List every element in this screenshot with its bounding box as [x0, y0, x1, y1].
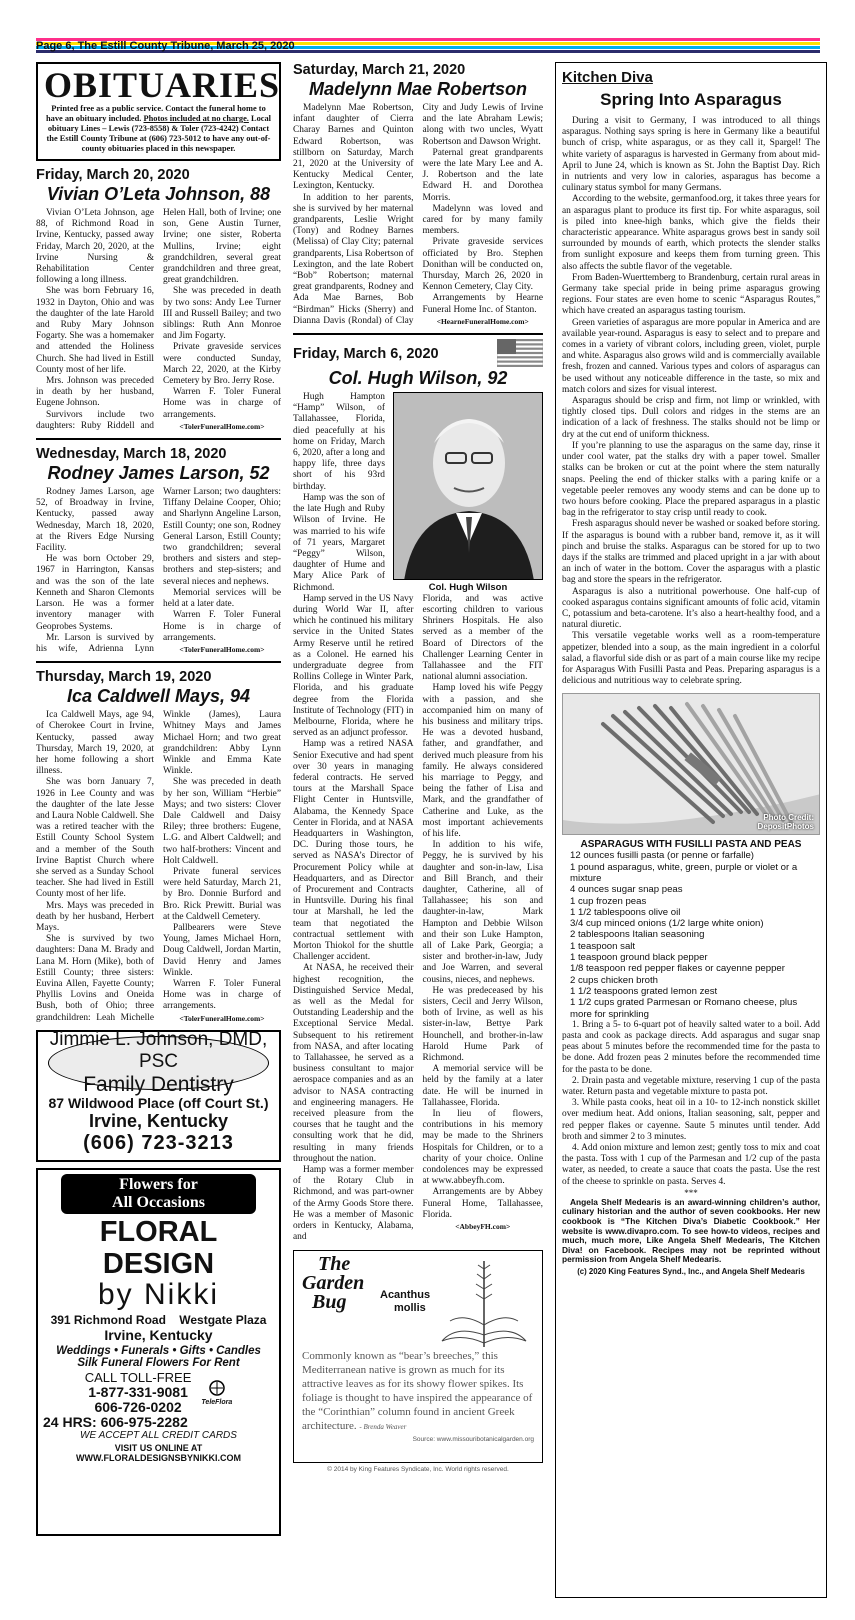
- floral-visit: VISIT US ONLINE AT: [114, 1442, 203, 1453]
- obit-paragraph: Private graveside services officiated by Bro. Stephen Donithan will be conducted on, Thursday, March 26, 2020 in Kennon Cemetery, Clay City.: [422, 237, 543, 293]
- american-flag-icon: [497, 339, 543, 367]
- divider: [36, 661, 281, 663]
- ingredient: 1 1/2 tablespoons olive oil: [570, 906, 681, 918]
- logo-line2: Garden: [302, 1271, 365, 1294]
- plant-species: mollis: [394, 1301, 426, 1314]
- obit-paragraph: Private graveside services were conducted Sunday, March 22, 2020, at the Kirby Cemetery by Bro. Jerry Rose.: [163, 342, 281, 387]
- funeral-home-site: <TolerFuneralHome.com>: [179, 644, 265, 654]
- photo-credit-source: DepositPhotos: [757, 822, 814, 832]
- kitchen-diva-body: [562, 116, 820, 687]
- obit-paragraph: Warren F. Toler Funeral Home is in charge of arrangements.: [163, 610, 281, 643]
- obit-paragraph: Mr. Larson is survived by his wife, Adrienna Lynn Warner Larson; two daughters: Tiffany Delaine Cooper, Ohio; and Sharlynn Angeline Larson, Estill County; one son, Rodney General Larson, Estill County; two grandchildren; several brothers and sisters and step-brothers and step-sisters; and several nieces and nephews.: [36, 487, 281, 654]
- photo-credit: [758, 813, 814, 831]
- obit-name: Madelynn Mae Robertson: [308, 79, 528, 99]
- dentist-phone: (606) 723-3213: [83, 1131, 234, 1154]
- plant-genus: Acanthus: [380, 1288, 431, 1301]
- obit-body: [36, 710, 281, 1024]
- ingredient: 1 1/2 teaspoons grated lemon zest: [570, 985, 718, 997]
- obit-body: [293, 594, 543, 1244]
- obit-johnson: [36, 167, 281, 432]
- obit-body: [36, 487, 281, 655]
- wilson-photo-caption: Col. Hugh Wilson: [428, 582, 508, 594]
- obit-date: Thursday, March 19, 2020: [36, 669, 212, 686]
- funeral-home-site: <TolerFuneralHome.com>: [179, 1013, 265, 1023]
- obit-paragraph: She was born February 16, 1932 in Dayton, Ohio and was the daughter of the late Harold and Ruby Mary Johnson Fogarty. She was a homemaker and attended the Holiness Church. She had lived in Estill County most of her life.: [36, 286, 154, 375]
- page-header: Page 6, The Estill County Tribune, March 25, 2020: [36, 40, 295, 52]
- obit-paragraph: Hamp loved his wife Peggy with a passion, and she accompanied him on many of his business and military trips. He was a devoted husband, father, and grandfather, and derived much pleasure from his family. He always considered his marriage to Peggy, and being the father of Lisa and Mark, and the grandfather of Catherine and Luke, as the most important achievements of his life.: [422, 683, 543, 839]
- obit-paragraph: Warren F. Toler Funeral Home was in charge of arrangements.: [163, 387, 281, 420]
- obit-paragraph: In lieu of flowers, contributions in his memory may be made to the Shriners Hospitals for Children, or to a charity of your choice. Online condolences may be expressed at www.abbeyfh.com.: [422, 1109, 543, 1187]
- ingredient: 1/8 teaspoon red pepper flakes or cayenne pepper: [570, 963, 785, 975]
- obit-paragraph: Madelynn was loved and cared for by many family members.: [422, 203, 543, 237]
- obit-paragraph: Rodney James Larson, age 52, of Broadway in Irvine, Kentucky, passed away Wednesday, March 18, 2020, at the Rivers Edge Nursing Facility.: [36, 487, 154, 554]
- logo-line1: The: [318, 1252, 351, 1275]
- obit-paragraph: Vivian O’Leta Johnson, age 88, of Richmond Road in Irvine, Kentucky, passed away Friday, March 20, 2020, at the Irvine Nursing & Rehabilitation Center following a long illness.: [36, 208, 154, 286]
- floral-phones: [85, 1371, 192, 1415]
- funeral-home-site: <HearneFuneralHome.com>: [436, 316, 529, 326]
- funeral-home-site: <TolerFuneralHome.com>: [179, 421, 265, 431]
- obit-paragraph: In addition to his wife, Peggy, he is survived by his daughter and son-in-law, Lisa and Bill Branch, and their daughter, Catherine, all of Tallahassee; his son and daughter-in-law, Mark Hampton and Debbie Wilson and their son Luke Hampton, all of Lake Park, Georgia; a sister and brother-in-law, Judy and Joe Warren, and several cousins, nieces, and nephews.: [422, 840, 543, 985]
- floral-banner: [61, 1174, 256, 1214]
- garden-bug-text: [302, 1349, 534, 1434]
- dentist-city: Irvine, Kentucky: [88, 1110, 229, 1131]
- floral-silk: Silk Funeral Flowers For Rent: [77, 1356, 240, 1369]
- obit-name: Ica Caldwell Mays, 94: [66, 686, 251, 707]
- article-paragraph: Asparagus is also a nutritional powerhouse. One half-cup of cooked asparagus contains significant amounts of folic acid, vitamin C, potassium and beta-carotene. It’s also a heart-healthy food, and a natural diuretic.: [562, 586, 820, 631]
- garden-bug-feature: [293, 1250, 543, 1463]
- obit-paragraph: Florida, and was active escorting children to various Shriners Hospitals. He also served as a member of the Board of Directors of the Challenger Learning Center in Tallahassee and the FIT national alumni association.: [422, 593, 543, 683]
- wilson-photo-block: [393, 392, 543, 594]
- article-paragraph: Fresh asparagus should never be washed or soaked before storing. If the asparagus is bound with a rubber band, remove it, as it will pinch and bruise the stalks. Asparagus can be stored for up to two days if the stalks are trimmed and placed upright in a jar with about an inch of water in the bottom. Cover the asparagus with a plastic bag and store the spears in the refrigerator.: [562, 519, 820, 586]
- funeral-home-site: <AbbeyFH.com>: [455, 1222, 511, 1232]
- obit-date: Friday, March 20, 2020: [36, 167, 190, 183]
- obit-date: Wednesday, March 18, 2020: [36, 446, 227, 463]
- obit-paragraph: A memorial service will be held by the family at a later date. He will be inurned in Tallahassee, Florida.: [422, 1064, 543, 1108]
- wilson-lead-column: [293, 392, 385, 594]
- tollfree-number: 1-877-331-9081: [88, 1383, 188, 1400]
- ingredient: 2 tablespoons Italian seasoning: [570, 929, 705, 941]
- portrait-image: [394, 393, 543, 580]
- photo-credit-label: Photo Credit:: [763, 813, 814, 823]
- obit-paragraph: She was preceded in death by her son, William “Herbie” Mays; and two sisters: Clover Dale Caldwell and Daisy Riley; three brothers: Eugene, L.G. and Albert Caldwell; and two half-brothers: Vincent and Holt Caldwell.: [163, 777, 281, 866]
- garden-bug-source: Source: www.missouribotanicalgarden.org: [412, 1435, 534, 1443]
- dentist-ad: [36, 1030, 281, 1162]
- article-paragraph: If you’re planning to use the asparagus on the same day, rinse it under cool water, pat the stalks dry with a paper towel. Smaller stalks can be broken or cut at the point where the stem naturally snaps. Peeling the end of thicker stalks with a paring knife or a vegetable peeler removes any woody stems and can be done up to two hours before cooking. Place the prepared asparagus in a plastic bag in the refrigerator to stay crisp until ready to cook.: [562, 440, 820, 519]
- obit-paragraph: Hamp was a former member of the Rotary Club in Richmond, and was part-owner of the Army Goods Store there. He was a member of Masonic orders in Kentucky, Alabama, and: [293, 1165, 414, 1243]
- obit-date: Friday, March 6, 2020: [293, 346, 439, 363]
- dentist-practice: Family Dentistry: [83, 1072, 234, 1096]
- obit-paragraph: Mrs. Johnson was preceded in death by her husband, Eugene Johnson.: [36, 376, 154, 409]
- obit-wilson: [293, 335, 543, 1243]
- garden-bug-credit: - Brenda Weaver: [359, 1422, 407, 1431]
- recipe-steps: [562, 1020, 820, 1188]
- ingredient-list: [562, 850, 820, 1019]
- recipe-title: ASPARAGUS WITH FUSILLI PASTA AND PEAS: [580, 839, 802, 851]
- garden-bug-description: Commonly known as “bear’s breeches,” this Mediterranean native is grown as much for its attractive leaves as for its showy flower spikes. Its foliage is thought to have inspired the appearance of the “Corinthian” column found in ancient Greek architecture.: [302, 1349, 533, 1432]
- floral-contact-row: [43, 1371, 274, 1415]
- recipe-step: 3. While pasta cooks, heat oil in a 10- to 12-inch nonstick skillet over medium heat. Add onions, Italian seasoning, salt, pepper and red pepper flakes or cayenne. Saute 5 minutes until tender. Add broth and simmer 2 to 3 minutes.: [562, 1098, 820, 1142]
- ingredient: 1 teaspoon ground black pepper: [570, 952, 708, 964]
- obit-larson: [36, 446, 281, 655]
- column-obituaries-left: [36, 62, 281, 1620]
- obit-paragraph: Pallbearers were Steve Young, James Michael Horn, Doug Caldwell, Jordan Martin, David Henry and James Winkle.: [163, 922, 281, 978]
- dentist-name: Jimmie L. Johnson, DMD, PSC: [49, 1028, 268, 1072]
- obit-paragraph: She was preceded in death by two sons: Andy Lee Turner III and Russell Bailey; and two siblings: Ruth Ann Monroe and Jim Fogarty.: [163, 286, 281, 342]
- kitchen-copyright: (c) 2020 King Features Synd., Inc., and Angela Shelf Medearis: [577, 1267, 805, 1277]
- obit-body: [36, 208, 281, 432]
- article-paragraph: During a visit to Germany, I was introduced to all things asparagus. Nothing says spring is here in Germany like a beautiful bunch of crisp, white asparagus, or as they call it, Spargel! The white variety of asparagus is harvested in Germany from about mid-April to June 24, which is known as St. John the Baptist Day. Rich in nutrients and very low in calories, asparagus has become a culinary status symbol for many Germans.: [562, 116, 820, 194]
- note-contacts: Local obituary Lines – Lewis (723-8558) & Toler (723-4242) Contact the Estill County Tribune at (606) 723-5012 to have any out-of-county obituaries placed in this newspaper.: [46, 114, 271, 153]
- obit-paragraph: Madelynn Mae Robertson, infant daughter of Cierra Charay Barnes and Quinton Edward Robertson, was stillborn on Saturday, March 21, 2020 at the University of Kentucky Medical Center, Lexington, Kentucky.: [293, 103, 414, 192]
- teleflora-icon: [206, 1379, 228, 1397]
- teleflora-text: TeleFlora: [201, 1399, 233, 1407]
- obit-paragraph: Paternal great grandparents were the late Mary Lee and A. J. Robertson and the late Edward H. and Dorothea Morris.: [422, 147, 543, 203]
- kitchen-diva-column: [555, 62, 827, 1598]
- obituaries-note: [44, 104, 273, 154]
- obit-paragraph: Hugh Hampton “Hamp” Wilson, of Tallahassee, Florida, died peacefully at his home on Friday, March 6, 2020, after a long and happy life, three days short of his 93rd birthday.: [293, 392, 385, 492]
- kitchen-diva-title: Kitchen Diva: [562, 69, 653, 86]
- floral-url: WWW.FLORALDESIGNSBYNIKKI.COM: [76, 1452, 241, 1463]
- column-obituaries-middle: [293, 62, 543, 1620]
- obit-paragraph: He was born October 29, 1967 in Harrington, Kansas and was the son of the late Kenneth and Sharon Clemonts Larson. He was a former inventory manager with Geoprobes Systems.: [36, 554, 154, 632]
- note-text: Printed free as a public service. Contact the funeral home to have an obituary included.: [45, 104, 266, 123]
- floral-city: Irvine, Kentucky: [104, 1326, 213, 1343]
- obit-paragraph: Hamp was a retired NASA Senior Executive and had spent over 30 years in managing federal contracts. He served tours at the Marshall Space Flight Center in Huntsville, Alabama, the Kennedy Space Center in Florida, and at NASA Headquarters in Washington, DC. During those tours, he served as NASA’s Director of Procurement Policy while at Headquarters, and as Director of Procurement and Contracts in Huntsville. During his final tour at Marshall, he led the team that negotiated the contractual settlement with Morton Thiokol for the shuttle Challenger accident.: [293, 739, 414, 963]
- article-paragraph: Green varieties of asparagus are more popular in America and are available year-round. Asparagus is easy to select and to prepare and comes in a variety of vibrant colors, including green, violet, purple and white. Asparagus also grows wild and is commercially available fresh, frozen and canned. Various types and colors of asparagus can be used without any noticeable difference in the taste, so mix and match colors and sizes for visual interest.: [562, 317, 820, 395]
- obituaries-title: OBITUARIES: [44, 65, 281, 105]
- section-stars: ***: [684, 1187, 698, 1198]
- obit-paragraph: At NASA, he received their highest recognition, the Distinguished Service Medal, as well as the Medal for Outstanding Leadership and the Exceptional Service Medal. Subsequent to his retirement from NASA, and after locating to Tallahassee, he served as a business consultant to major aerospace companies and as an advisor to NASA contracting and engineering managers. He received pleasure from the courses that he taught and the consulting work that he did, resulting in many friends throughout the nation.: [293, 963, 414, 1164]
- acanthus-illustration: [436, 1255, 531, 1347]
- floral-brand: FLORAL DESIGN: [99, 1215, 218, 1280]
- obit-mays: [36, 669, 281, 1024]
- floral-24hrs: 24 HRS: 606-975-2282: [43, 1413, 188, 1430]
- obit-paragraph: Hamp was the son of the late Hugh and Ruby Wilson of Irvine. He was married to his wife of 71 years, Margaret “Peggy” Wilson, daughter of Hume and Mary Alice Park of Richmond.: [293, 492, 385, 593]
- floral-brand-sub: by Nikki: [97, 1277, 219, 1311]
- obit-paragraph: Arrangements are by Abbey Funeral Home, Tallahassee, Florida.: [422, 1187, 543, 1220]
- wilson-portrait: [393, 392, 543, 580]
- obit-paragraph: Private funeral services were held Saturday, March 21, by Bro. Donnie Burford and Bro. Rick Prewitt. Burial was at the Caldwell Cemetery.: [163, 866, 281, 922]
- floral-services: Weddings • Funerals • Gifts • Candles: [56, 1344, 261, 1357]
- asparagus-photo: [562, 693, 820, 835]
- article-paragraph: From Baden-Wuerttemberg to Brandenburg, certain rural areas in Germany take special pride in being prime asparagus growing regions. Four states are even home to scenic “Asparagus Routes,” which have created an asparagus tasting tourism.: [562, 272, 820, 317]
- obit-body: [293, 103, 543, 327]
- recipe: [562, 839, 820, 1019]
- obit-paragraph: In addition to her parents, she is survived by her maternal grandparents, Leslie Wright (Tony) and Rodney Barnes (Melissa) of Clay City; paternal grandparents, Lisa Robertson of Lexington, and the late Robert “Bob” Robertson; maternal great grandparents, Rodney and Ada Mae Barnes, Bob “Birdman” Hicks (Sherry) and Dianna Davis (Rondal) of Clay City and Judy Lewis of Irvine and the late Abraham Lewis; along with two uncles, Wyatt Robertson and Dawson Wright.: [293, 103, 543, 326]
- ingredient: 4 ounces sugar snap peas: [570, 884, 683, 896]
- ingredient: 2 cups chicken broth: [570, 974, 658, 986]
- obit-name: Col. Hugh Wilson, 92: [328, 368, 508, 389]
- garden-bug-logo: [302, 1252, 374, 1347]
- local-number: 606-726-0202: [94, 1398, 182, 1415]
- floral-cards: WE ACCEPT ALL CREDIT CARDS: [80, 1429, 237, 1441]
- obit-paragraph: She is survived by two daughters: Dana M. Brady and Lana M. Horn (Mike), both of Estill County; three sisters: Euvina Allen, Fayette County; Phyllis Lovins and Oneida Bush, both of Ohio; three grandchildren: Leah Michelle Winkle (James), Laura Whitney Mays and James Michael Horn; and two great grandchildren: Abby Lynn Winkle and Emma Kate Winkle.: [36, 710, 281, 1023]
- kitchen-diva-subtitle: Spring Into Asparagus: [600, 90, 782, 109]
- note-underlined: Photos included at no charge.: [143, 114, 249, 123]
- obituaries-header-box: [36, 62, 281, 161]
- article-paragraph: According to the website, germanfood.org, it takes three years for an asparagus plant to produce its first tip. For white asparagus, soil is piled into knee-high banks, which give the fields their characteristic appearance. White asparagus grows best in sandy soil surrounded by mounds of earth, which protects the slender stalks from sunlight exposure and keeps them from turning green. This also affects the subtle flavor of the vegetable.: [562, 194, 820, 272]
- obit-paragraph: Arrangements by Hearne Funeral Home Inc. of Stanton.: [422, 293, 543, 315]
- recipe-step: 2. Drain pasta and vegetable mixture, reserving 1 cup of the pasta water. Return pasta and vegetable mixture to pasta pot.: [562, 1075, 820, 1098]
- ingredient: 1 cup frozen peas: [570, 895, 647, 907]
- article-paragraph: Asparagus should be crisp and firm, not limp or wrinkled, with tightly closed tips. Dull colors and ridges in the stems are an indication of a lack of freshness. The stalks should not be limp or dry at the cut end of uniform thickness.: [562, 396, 820, 440]
- wilson-upper: [293, 392, 543, 594]
- banner-line1: Flowers for: [119, 1175, 198, 1193]
- obit-name: Vivian O’Leta Johnson, 88: [46, 184, 271, 204]
- ingredient: 1 teaspoon salt: [570, 940, 636, 952]
- obit-paragraph: Ica Caldwell Mays, age 94, of Cherokee Court in Irvine, Kentucky, passed away Thursday, March 19, 2020, at her home following a short illness.: [36, 710, 154, 777]
- garden-bug-copyright: © 2014 by King Features Syndicate, Inc. World rights reserved.: [327, 1465, 509, 1473]
- ingredient: 1 1/2 cups grated Parmesan or Romano cheese, plus more for sprinkling: [570, 997, 798, 1020]
- article-paragraph: This versatile vegetable works well as a room-temperature appetizer, blended into a soup, as the main ingredient in a colorful salad, a flavorful side dish or as part of a main course like my recipe for Asparagus With Fusilli Pasta and Peas. Preparing asparagus is a delicious and nutritious way to celebrate spring.: [562, 631, 820, 687]
- garden-bug-top: [302, 1252, 534, 1347]
- recipe-step: 1. Bring a 5- to 6-quart pot of heavily salted water to a boil. Add pasta and cook as package directs. Add asparagus and sugar snap peas about 5 minutes before the recommended time for the pasta to be done. Add frozen peas 2 minutes before the recommended time for the pasta to be done.: [562, 1019, 820, 1075]
- teleflora-logo: [201, 1379, 232, 1406]
- obit-date: Saturday, March 21, 2020: [293, 62, 466, 78]
- obit-robertson: [293, 62, 543, 327]
- ingredient: 3/4 cup minced onions (1/2 large white onion): [570, 918, 764, 930]
- obit-paragraph: Memorial services will be held at a later date.: [163, 587, 281, 610]
- floral-ad: [36, 1168, 281, 1536]
- dentist-oval: [48, 1028, 269, 1096]
- ingredient: 1 pound asparagus, white, green, purple or violet or a mixture: [570, 861, 798, 884]
- plant-name: [380, 1255, 430, 1347]
- dentist-address: 87 Wildwood Place (off Court St.): [48, 1094, 269, 1111]
- banner-line2: All Occasions: [112, 1193, 205, 1211]
- obit-paragraph: Mrs. Mays was preceded in death by her husband, Herbert Mays.: [36, 900, 154, 933]
- obit-paragraph: Warren F. Toler Funeral Home was in charge of arrangements.: [163, 978, 281, 1012]
- obit-paragraph: She was born January 7, 1926 in Lee County and was the daughter of the late Jesse and Laura Noble Caldwell. She was a retired teacher with the Estill County School System and a member of the South Irvine Baptist Church where she served as a Sunday School teacher. She had lived in Estill County most of her life.: [36, 777, 154, 900]
- obit-paragraph: Hamp served in the US Navy during World War II, after which he continued his military service in the United States Army Reserve until he retired as a Colonel. He earned his undergraduate degree from Rollins College in Winter Park, Florida, and his graduate degree from the Florida Institute of Technology (FIT) in Melbourne, Florida, where he served as an adjunct professor.: [293, 593, 414, 739]
- logo-line3: Bug: [312, 1290, 347, 1313]
- author-bio: Angela Shelf Medearis is an award-winning children’s author, culinary historian and the author of seven cookbooks. Her new cookbook is “The Kitchen Diva’s Diabetic Cookbook.” Her website is www.divapro.com. To see how-to videos, recipes and much, much more, Like Angela Shelf Medearis, The Kitchen Diva! on Facebook. Recipes may not be reprinted without permission from Angela Shelf Medearis.: [562, 1196, 820, 1265]
- obit-paragraph: Survivors include two daughters: Ruby Riddell and Helen Hall, both of Irvine; one son, Gene Austin Turner, Irvine; one sister, Roberta Mullins, Irvine; eight grandchildren, several great grandchildren and three great, great grandchildren.: [36, 208, 281, 431]
- recipe-step: 4. Add onion mixture and lemon zest; gently toss to mix and coat the pasta. Toss with 1 cup of the Parmesan and 1/2 cup of the pasta water, as needed, to create a sauce that coats the pasta. Use the rest of the cheese to sprinkle on pasta. Serves 4.: [562, 1143, 820, 1187]
- floral-address: 391 Richmond Road Westgate Plaza: [50, 1312, 267, 1327]
- wilson-head-row: [293, 335, 543, 367]
- ingredient: 12 ounces fusilli pasta (or penne or farfalle): [570, 850, 754, 862]
- obit-paragraph: He was predeceased by his sisters, Cecil and Jerry Wilson, both of Irvine, as well as his sister-in-law, Bettye Park Hounchell, and brother-in-law Harold Hume Park of Richmond.: [422, 985, 543, 1064]
- divider: [36, 438, 281, 440]
- call-label: CALL TOLL-FREE: [84, 1369, 192, 1385]
- obit-name: Rodney James Larson, 52: [47, 463, 270, 484]
